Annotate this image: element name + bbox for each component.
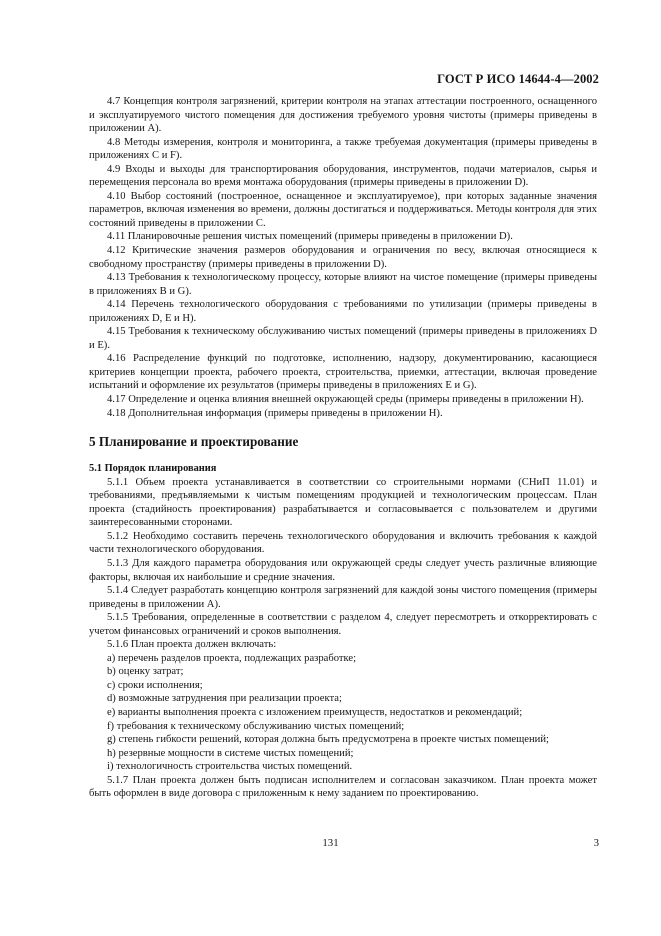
page-number: 131 — [322, 837, 339, 849]
paragraph-5-1-4: 5.1.4 Следует разработать концепцию контроля загрязнений для каждой зоны чистого помещения (примеры приведены в приложении А). — [89, 585, 597, 610]
list-item: h) резервные мощности в системе чистых помещений; — [107, 747, 354, 759]
paragraph-4-10: 4.10 Выбор состояний (построенное, оснащенное и эксплуатируемое), при которых заданные значения параметров, включая изменения во времени, должны достигаться и поддерживаться. Методы контроля для этих состояний приведены в приложении С. — [89, 190, 597, 229]
paragraph-4-18: 4.18 Дополнительная информация (примеры приведены в приложении H). — [107, 407, 443, 419]
subsection-5-1-heading: 5.1 Порядок планирования — [89, 463, 217, 475]
paragraph-4-11: 4.11 Планировочные решения чистых помещений (примеры приведены в приложении D). — [107, 231, 513, 243]
paragraph-4-17: 4.17 Определение и оценка влияния внешней окружающей среды (примеры приведены в приложении H). — [107, 394, 584, 406]
list-item: b) оценку затрат; — [107, 666, 184, 678]
sheet-number: 3 — [593, 837, 599, 849]
paragraph-5-1-2: 5.1.2 Необходимо составить перечень технологического оборудования и включить требования к каждой части технологического оборудования. — [89, 530, 597, 556]
list-item: e) варианты выполнения проекта с изложением преимуществ, недостатков и рекомендаций; — [107, 706, 523, 718]
document-body — [89, 95, 597, 801]
paragraph-4-16: 4.16 Распределение функций по подготовке, исполнению, надзору, документированию, касающиеся критериев концепции проекта, рабочего проекта, строительства, приемки, аттестации, включая проведение испытаний и оформление их результатов (примеры приведены в приложениях E и G). — [89, 353, 597, 392]
paragraph-4-9: 4.9 Входы и выходы для транспортирования оборудования, инструментов, подачи материалов, сырья и перемещения персонала во время монтажа оборудования (примеры приведены в приложении D). — [89, 163, 597, 189]
list-item: c) сроки исполнения; — [107, 679, 203, 691]
list-item: d) возможные затруднения при реализации проекта; — [107, 693, 342, 705]
list-item: g) степень гибкости решений, которая должна быть предусмотрена в проекте чистых помещений; — [107, 734, 549, 746]
document-header: ГОСТ Р ИСО 14644-4—2002 — [437, 72, 599, 86]
paragraph-4-8: 4.8 Методы измерения, контроля и мониторинга, а также требуемая документация (примеры приведены в приложениях С и F). — [89, 136, 597, 162]
paragraph-4-7: 4.7 Концепция контроля загрязнений, критерии контроля на этапах аттестации построенного, оснащенного и эксплуатируемого чистого помещения для достижения требуемого уровня чистоты (примеры приведены в приложении А). — [89, 96, 597, 135]
section-5-heading: 5 Планирование и проектирование — [89, 434, 299, 450]
list-item: a) перечень разделов проекта, подлежащих разработке; — [107, 652, 357, 664]
paragraph-4-15: 4.15 Требования к техническому обслуживанию чистых помещений (примеры приведены в приложениях D и E). — [89, 326, 597, 351]
paragraph-4-14: 4.14 Перечень технологического оборудования с требованиями по утилизации (примеры приведены в приложениях D, E и H). — [89, 299, 597, 324]
list-item: i) технологичность строительства чистых помещений. — [107, 761, 353, 773]
paragraph-5-1-3: 5.1.3 Для каждого параметра оборудования или окружающей среды следует учесть различные влияющие факторы, включая их наибольшие и средние значения. — [89, 557, 597, 583]
paragraph-4-13: 4.13 Требования к технологическому процессу, которые влияют на чистое помещение (примеры приведены в приложениях В и G). — [89, 272, 597, 297]
paragraph-4-12: 4.12 Критические значения размеров оборудования и ограничения по весу, включая относящиеся к свободному пространству (примеры приведены в приложении D). — [89, 245, 597, 270]
list-item: f) требования к техническому обслуживанию чистых помещений; — [107, 720, 405, 732]
paragraph-5-1-7: 5.1.7 План проекта должен быть подписан исполнителем и согласован заказчиком. План проекта может быть оформлен в виде договора с приложенным к нему заданием по проектированию. — [89, 774, 597, 800]
paragraph-5-1-6: 5.1.6 План проекта должен включать: — [107, 639, 277, 651]
paragraph-5-1-5: 5.1.5 Требования, определенные в соответствии с разделом 4, следует пересмотреть и откорректировать с учетом финансовых ограничений и сроков выполнения. — [89, 612, 597, 637]
paragraph-5-1-1: 5.1.1 Объем проекта устанавливается в соответствии со строительными нормами (СНиП 11.01) и требованиями, предъявляемыми к чистым помещениям продукцией и технологическим процессам. План проекта (стадийность проектирования) разрабатывается и согласовывается с пользователем и другими заинтересованными сторонами. — [89, 476, 597, 529]
